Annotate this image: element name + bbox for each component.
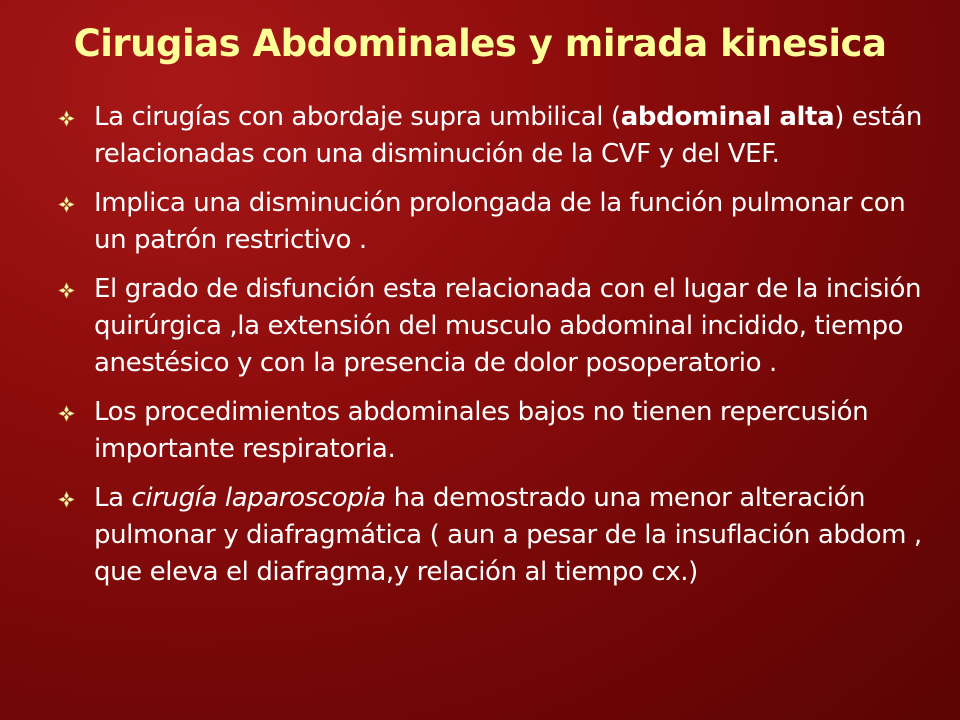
bullet-text: La <box>94 483 132 513</box>
bullet-text-italic: cirugía laparoscopia <box>131 483 386 513</box>
bullet-marker-icon <box>58 196 75 213</box>
bullet-item <box>58 99 928 173</box>
bullet-text: La cirugías con abordaje supra umbilical ( <box>94 102 621 132</box>
bullet-marker-icon <box>58 282 75 299</box>
bullet-item <box>58 394 928 468</box>
bullet-item <box>58 271 928 382</box>
bullet-marker-icon <box>58 110 75 127</box>
slide-title: Cirugias Abdominales y mirada kinesica <box>73 22 887 65</box>
bullet-text: ) están relacionadas con una disminución de la CVF y del VEF. <box>94 102 922 169</box>
bullet-text: Los procedimientos abdominales bajos no tienen repercusión importante respiratoria. <box>94 397 869 464</box>
bullet-list <box>58 99 928 591</box>
bullet-text-bold: abdominal alta <box>620 102 835 132</box>
bullet-item <box>58 480 928 591</box>
bullet-text: ha demostrado una menor alteración pulmonar y diafragmática ( aun a pesar de la insuflación abdom , que eleva el diafragma,y relación al tiempo cx.) <box>94 483 922 587</box>
bullet-marker-icon <box>58 491 75 508</box>
bullet-item <box>58 185 928 259</box>
bullet-text: El grado de disfunción esta relacionada con el lugar de la incisión quirúrgica ,la extensión del musculo abdominal incidido, tiempo anestésico y con la presencia de dolor posoperatorio . <box>94 274 922 378</box>
bullet-marker-icon <box>58 405 75 422</box>
bullet-text: Implica una disminución prolongada de la función pulmonar con un patrón restrictivo . <box>94 188 906 255</box>
